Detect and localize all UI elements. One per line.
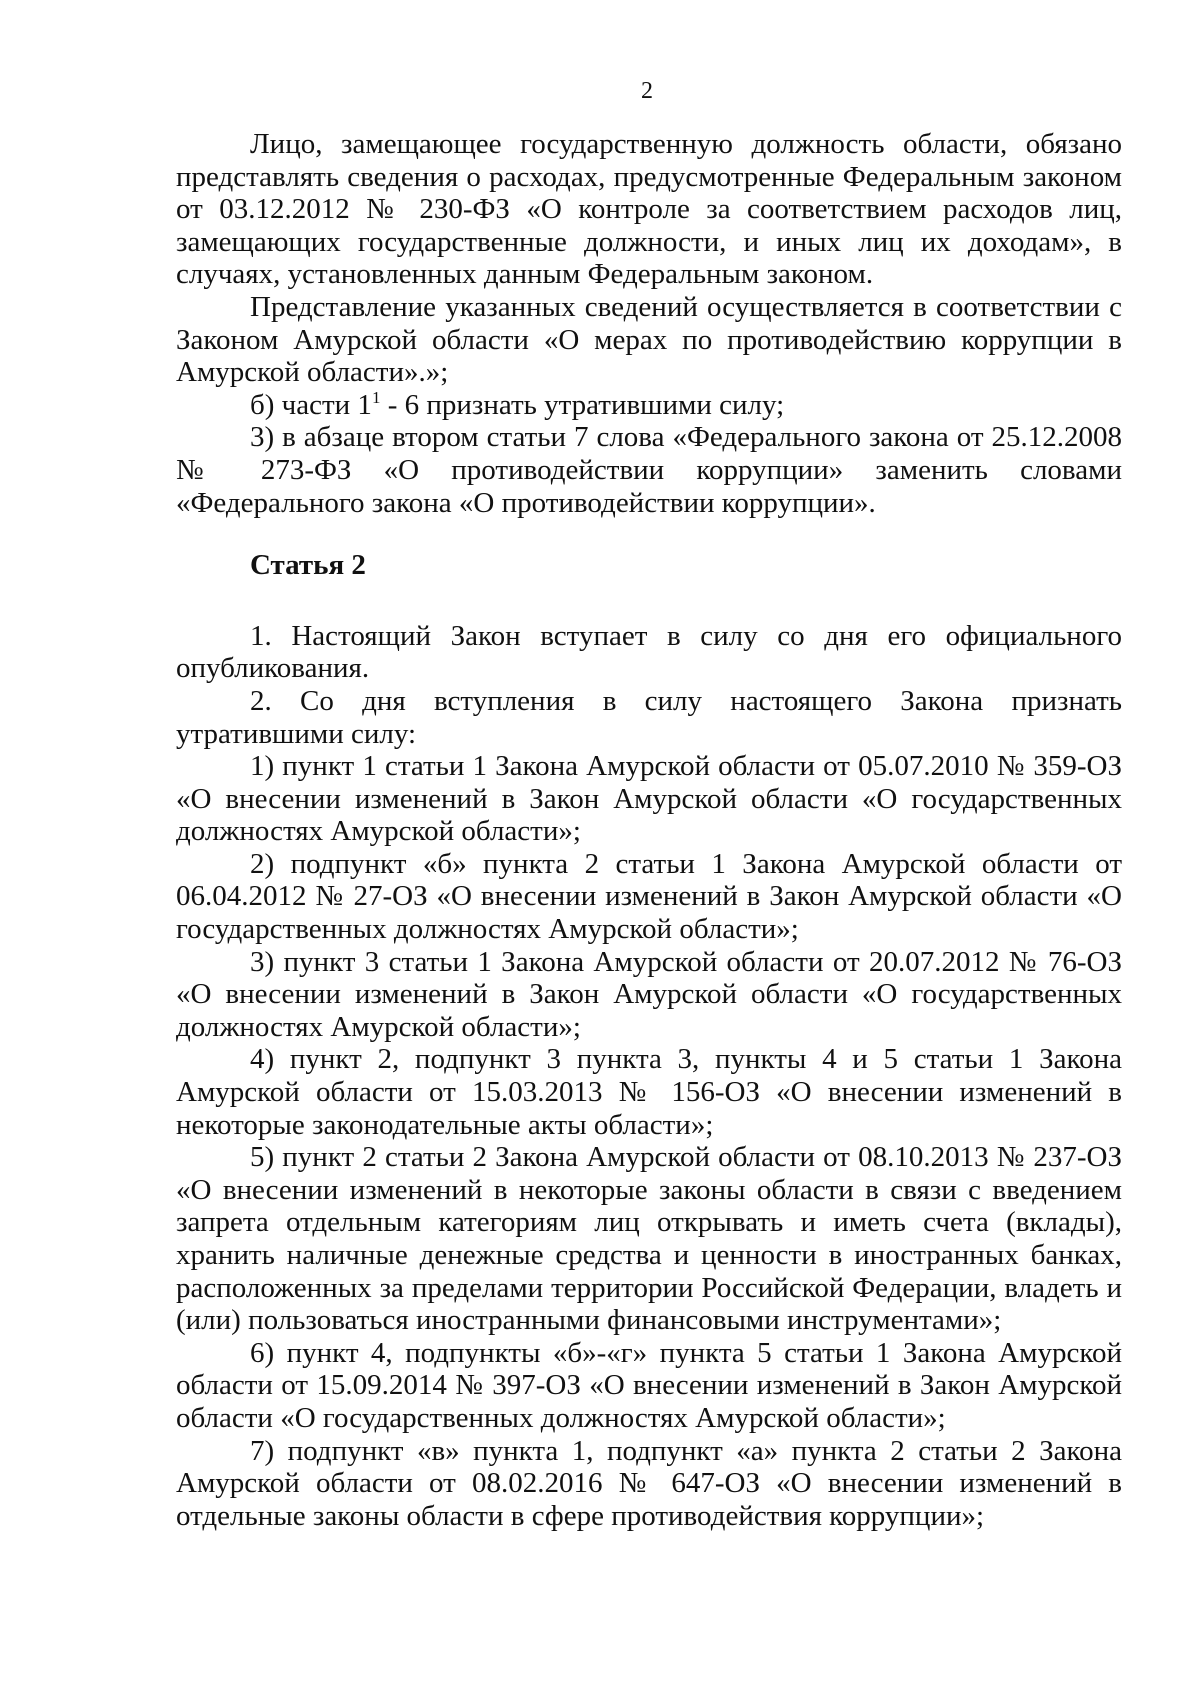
article-2-paragraph-2: 2. Со дня вступления в силу настоящего Закона признать утратившими силу: — [176, 684, 1122, 750]
repealed-item-1: 1) пункт 1 статьи 1 Закона Амурской области от 05.07.2010 № 359-ОЗ «О внесении изменений в Закон Амурской области «О государственных должностях Амурской области»; — [176, 750, 1122, 848]
article-2-paragraph-1: 1. Настоящий Закон вступает в силу со дня его официального опубликования. — [176, 619, 1122, 685]
repealed-item-6: 6) пункт 4, подпункты «б»-«г» пункта 5 статьи 1 Закона Амурской области от 15.09.2014 № 397-ОЗ «О внесении изменений в Закон Амурской области «О государственных должностях Амурской области»; — [176, 1336, 1122, 1434]
repealed-item-4: 4) пункт 2, подпункт 3 пункта 3, пункты 4 и 5 статьи 1 Закона Амурской области от 15.03.2013 № 156-ОЗ «О внесении изменений в некоторые законодательные акты области»; — [176, 1043, 1122, 1141]
repealed-item-7: 7) подпункт «в» пункта 1, подпункт «а» пункта 2 статьи 2 Закона Амурской области от 08.02.2016 № 647-ОЗ «О внесении изменений в отдельные законы области в сфере противодействия коррупции»; — [176, 1434, 1122, 1532]
document-body — [176, 128, 1122, 1532]
repealed-item-3: 3) пункт 3 статьи 1 Закона Амурской области от 20.07.2012 № 76-ОЗ «О внесении изменений в Закон Амурской области «О государственных должностях Амурской области»; — [176, 945, 1122, 1043]
repealed-item-2: 2) подпункт «б» пункта 2 статьи 1 Закона Амурской области от 06.04.2012 № 27-ОЗ «О внесении изменений в Закон Амурской области «О государственных должностях Амурской области»; — [176, 847, 1122, 946]
paragraph-item-b — [176, 389, 1122, 422]
page-number: 2 — [641, 78, 653, 104]
paragraph-disclosure-procedure: Представление указанных сведений осуществляется в соответствии с Законом Амурской области «О мерах по противодействию коррупции в Амурской области».»; — [176, 290, 1122, 389]
repealed-item-5: 5) пункт 2 статьи 2 Закона Амурской области от 08.10.2013 № 237-ОЗ «О внесении изменений в некоторые законы области в связи с введением запрета отдельным категориям лиц открывать и иметь счета (вклады), хранить наличные денежные средства и ценности в иностранных банках, расположенных за пределами территории Российской Федерации, владеть и (или) пользоваться иностранными финансовыми инструментами»; — [176, 1141, 1122, 1337]
item-b-superscript: 1 — [371, 387, 381, 407]
item-b-suffix: - 6 признать утратившими силу; — [380, 388, 785, 421]
paragraph-expenses-disclosure: Лицо, замещающее государственную должность области, обязано представлять сведения о расходах, предусмотренные Федеральным законом от 03.12.2012 № 230-ФЗ «О контроле за соответствием расходов лиц, замещающих государственные должности, и иных лиц их доходам», в случаях, установленных данным Федеральным законом. — [176, 128, 1122, 291]
paragraph-item-3: 3) в абзаце втором статьи 7 слова «Федерального закона от 25.12.2008 № 273-ФЗ «О противодействии коррупции» заменить словами «Федерального закона «О противодействии коррупции». — [176, 421, 1122, 519]
item-b-prefix: б) части 1 — [250, 388, 372, 421]
article-2-heading: Статья 2 — [250, 549, 366, 582]
